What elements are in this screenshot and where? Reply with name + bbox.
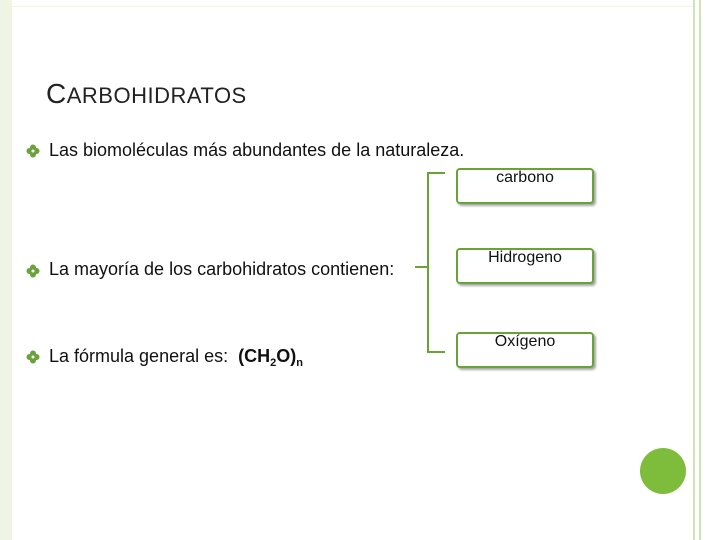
slide-title (46, 78, 247, 110)
diamond-bullet-icon (26, 144, 40, 158)
slide-title-initial: C (46, 78, 67, 109)
bullet-text (49, 346, 303, 369)
element-label: carbono (496, 169, 554, 186)
element-box-oxigeno (456, 332, 594, 368)
element-label: Hidrogeno (488, 249, 562, 266)
bullet-text: Las biomoléculas más abundantes de la naturaleza. (49, 140, 465, 160)
left-frame-band (0, 0, 12, 540)
bracket-middle-tick (415, 266, 429, 268)
formula-lead: La fórmula general es: (49, 346, 239, 366)
bullet-text: La mayoría de los carbohidratos contienen: (49, 259, 395, 279)
slide-title-rest: ARBOHIDRATOS (66, 83, 247, 108)
formula-part: O) (276, 346, 297, 366)
formula-part: (CH (238, 346, 271, 366)
diamond-bullet-icon (26, 350, 40, 364)
right-frame-line (693, 0, 695, 540)
top-frame-line (12, 6, 693, 7)
element-label: Oxígeno (494, 333, 556, 350)
element-box-carbono (456, 168, 594, 204)
bracket-top-tick (427, 172, 445, 174)
green-circle-icon (640, 448, 686, 494)
chemical-formula (238, 346, 303, 369)
diamond-bullet-icon (26, 264, 40, 278)
right-frame-line (699, 0, 701, 540)
bracket-bottom-tick (427, 351, 445, 353)
element-box-hidrogeno (456, 248, 594, 284)
bracket-line (427, 172, 429, 353)
formula-subscript: 2 (270, 357, 277, 369)
formula-subscript: n (296, 357, 303, 369)
